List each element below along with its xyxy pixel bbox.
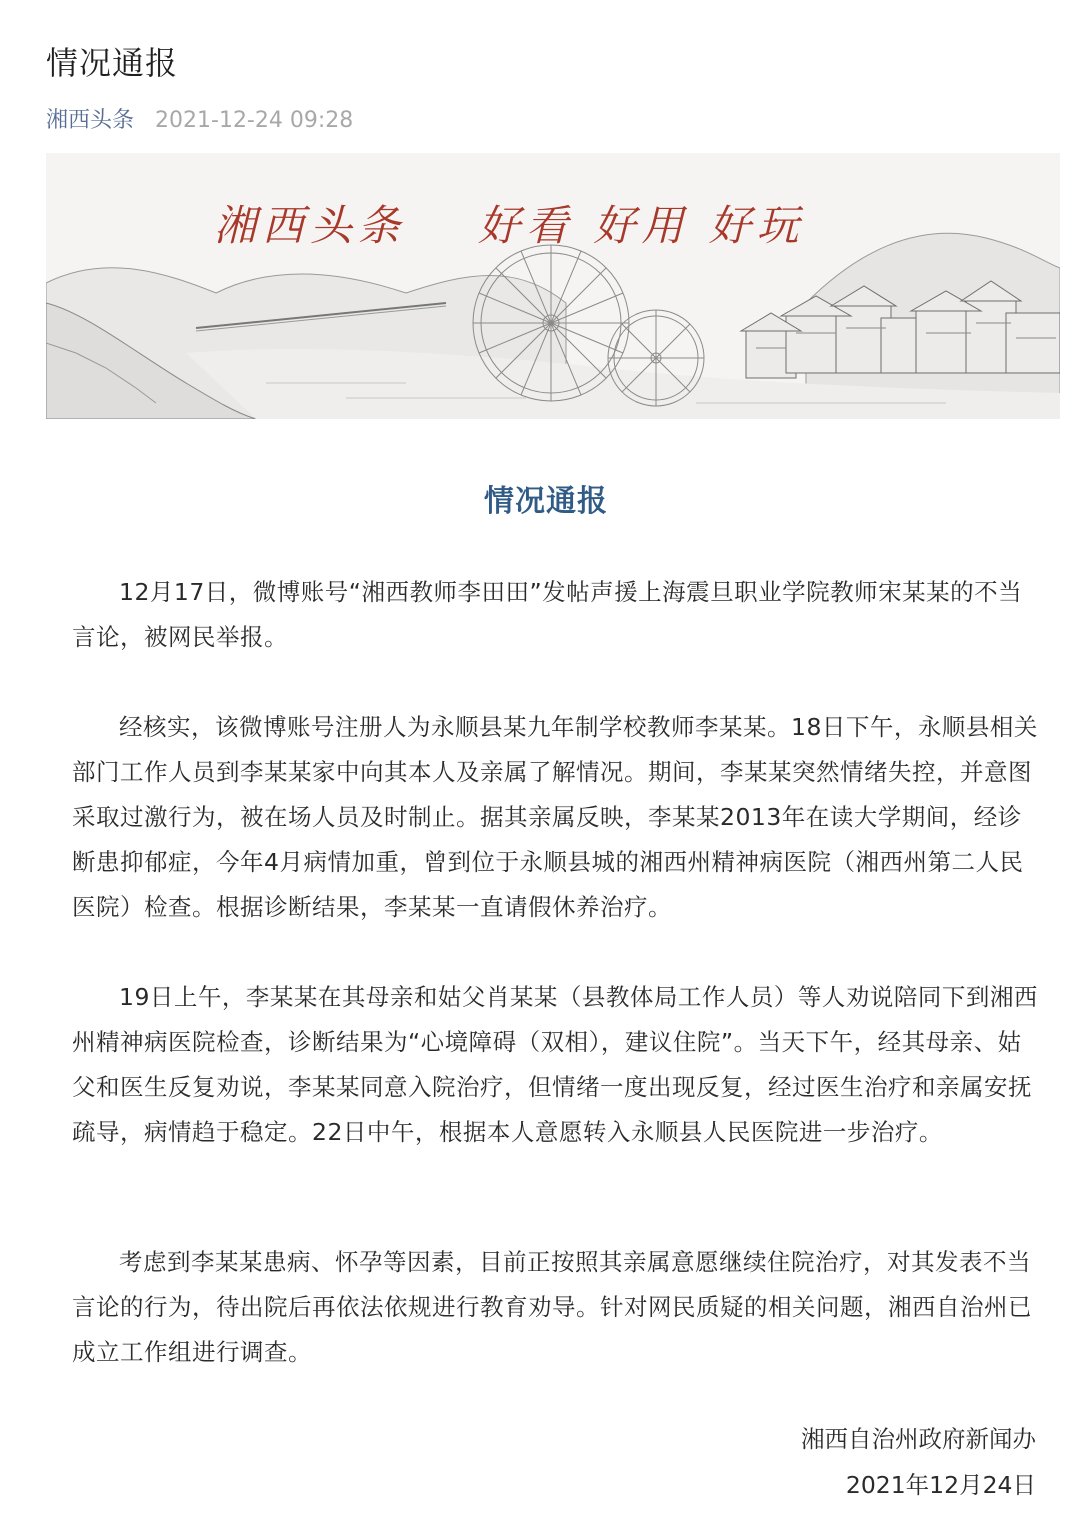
paragraph-4: 考虑到李某某患病、怀孕等因素，目前正按照其亲属意愿继续住院治疗，对其发表不当言论的行为，待出院后再依法依规进行教育劝导。针对网民质疑的相关问题，湘西自治州已成立工作组进行调查。	[72, 1248, 1032, 1366]
article-meta	[46, 103, 353, 134]
sign-date: 2021年12月24日	[845, 1471, 1036, 1499]
paragraph-2: 经核实，该微博账号注册人为永顺县某九年制学校教师李某某。18日下午，永顺县相关部门工作人员到李某某家中向其本人及亲属了解情况。期间，李某某突然情绪失控，并意图采取过激行为，被在场人员及时制止。据其亲属反映，李某某2013年在读大学期间，经诊断患抑郁症，今年4月病情加重，曾到位于永顺县城的湘西州精神病医院（湘西州第二人民医院）检查。根据诊断结果，李某某一直请假休养治疗。	[72, 713, 1038, 921]
paragraph-1: 12月17日，微博账号“湘西教师李田田”发帖声援上海震旦职业学院教师宋某某的不当言论，被网民举报。	[72, 578, 1023, 651]
publish-time: 2021-12-24 09:28	[155, 108, 354, 133]
signature: 湘西自治州政府新闻办	[801, 1425, 1036, 1453]
source-account-link[interactable]: 湘西头条	[46, 108, 135, 133]
article-heading: 情况通报	[484, 484, 608, 519]
paragraph-3: 19日上午，李某某在其母亲和姑父肖某某（县教体局工作人员）等人劝说陪同下到湘西州精神病医院检查，诊断结果为“心境障碍（双相），建议住院”。当天下午，经其母亲、姑父和医生反复劝说，李某某同意入院治疗，但情绪一度出现反复，经过医生治疗和亲属安抚疏导，病情趋于稳定。22日中午，根据本人意愿转入永顺县人民医院进一步治疗。	[72, 983, 1038, 1146]
page-title: 情况通报	[46, 44, 179, 82]
banner-image	[46, 153, 1060, 419]
banner-slogan: 好看 好用 好玩	[478, 201, 805, 250]
banner-brand: 湘西头条	[214, 201, 407, 250]
